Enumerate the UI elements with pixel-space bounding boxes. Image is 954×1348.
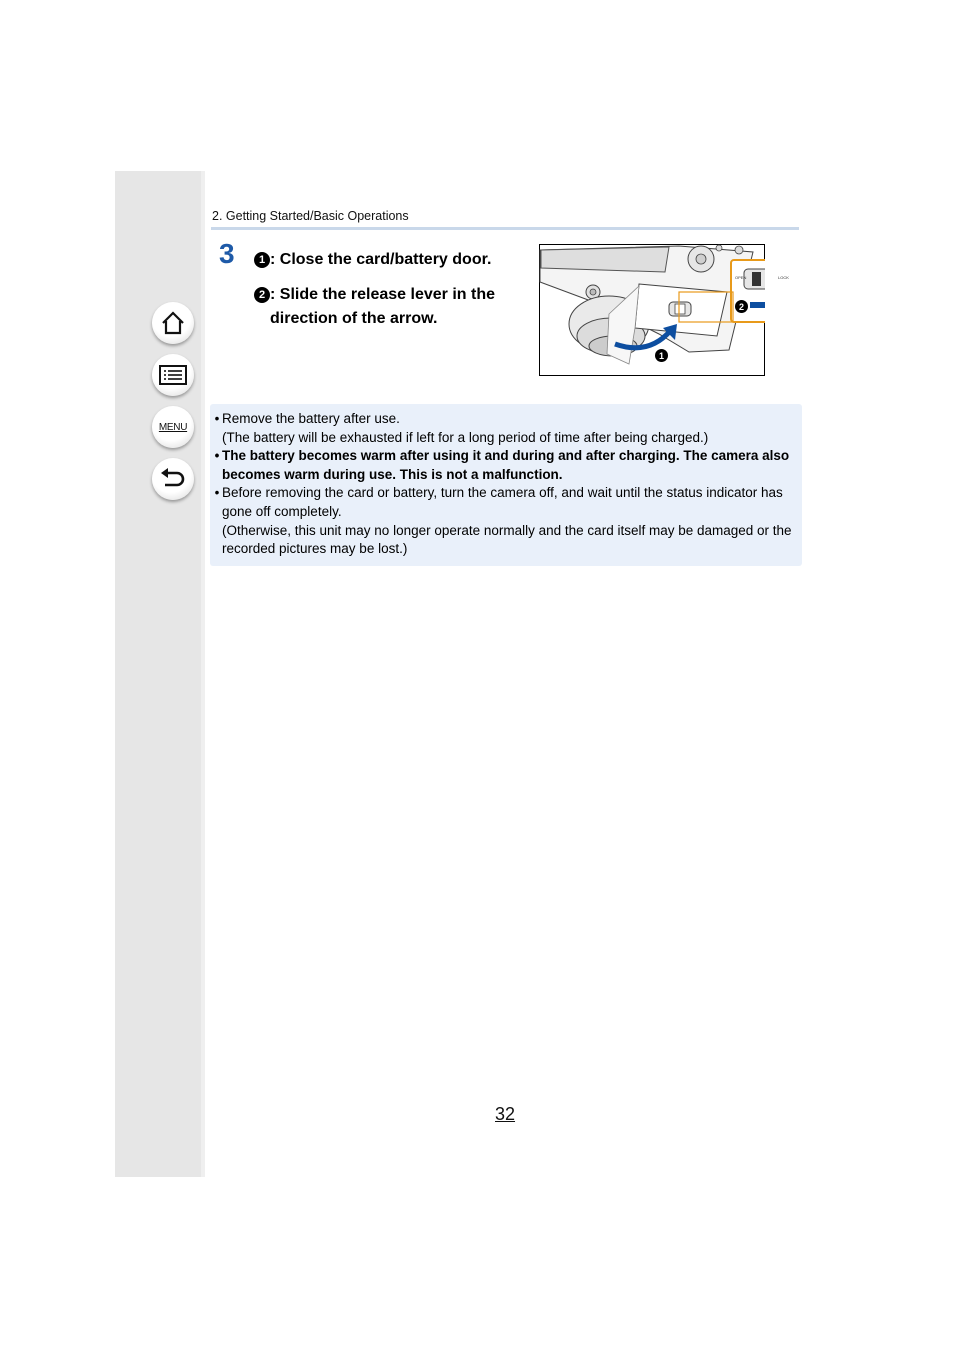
sidebar-edge bbox=[201, 171, 205, 1177]
step-marker-1: 1 bbox=[254, 252, 270, 268]
step-text-1: : Close the card/battery door. bbox=[270, 251, 492, 268]
step-text-2: : Slide the release lever in the direction of the arrow. bbox=[270, 286, 495, 327]
note-item bbox=[212, 522, 796, 559]
note-text: The battery becomes warm after using it and during and after charging. The camera also becomes warm during use. This is not a malfunction. bbox=[222, 448, 790, 482]
note-text: Before removing the card or battery, turn the camera off, and wait until the status indicator has gone off completely. bbox=[222, 485, 783, 519]
step-number: 3 bbox=[219, 238, 235, 269]
callout-2: 2 bbox=[735, 300, 748, 313]
step-line-1 bbox=[254, 248, 505, 272]
header-rule bbox=[211, 227, 799, 230]
note-item bbox=[212, 429, 796, 448]
back-button[interactable] bbox=[152, 458, 194, 500]
breadcrumb: 2. Getting Started/Basic Operations bbox=[212, 209, 409, 223]
list-icon bbox=[159, 365, 187, 385]
callout-1: 1 bbox=[655, 349, 668, 362]
step-line-2 bbox=[254, 283, 505, 331]
home-icon bbox=[160, 311, 186, 335]
note-text: (The battery will be exhausted if left for a long period of time after being charged.) bbox=[222, 429, 709, 445]
page-number: 32 bbox=[495, 1104, 516, 1124]
note-item-warning: • The battery becomes warm after using it and during and after charging. The camera also becomes warm during use. This is not a malfunction. bbox=[212, 447, 796, 484]
note-text: Remove the battery after use. bbox=[222, 411, 400, 426]
notes-box bbox=[210, 404, 802, 566]
camera-drawing bbox=[539, 244, 765, 376]
note-item: • Before removing the card or battery, turn the camera off, and wait until the status indicator has gone off completely. bbox=[212, 484, 796, 521]
menu-icon: MENU bbox=[158, 421, 188, 433]
lever-lock-label: LOCK bbox=[778, 275, 789, 280]
home-button[interactable] bbox=[152, 302, 194, 344]
note-item: • Remove the battery after use. bbox=[212, 410, 796, 429]
step-marker-2: 2 bbox=[254, 287, 270, 303]
back-arrow-icon bbox=[159, 467, 187, 491]
menu-button[interactable] bbox=[152, 406, 194, 448]
lever-open-label: OPEN bbox=[735, 275, 747, 280]
note-text: (Otherwise, this unit may no longer operate normally and the card itself may be damaged or the recorded pictures may be lost.) bbox=[222, 522, 792, 557]
contents-button[interactable] bbox=[152, 354, 194, 396]
camera-battery-door-illustration bbox=[539, 244, 789, 376]
